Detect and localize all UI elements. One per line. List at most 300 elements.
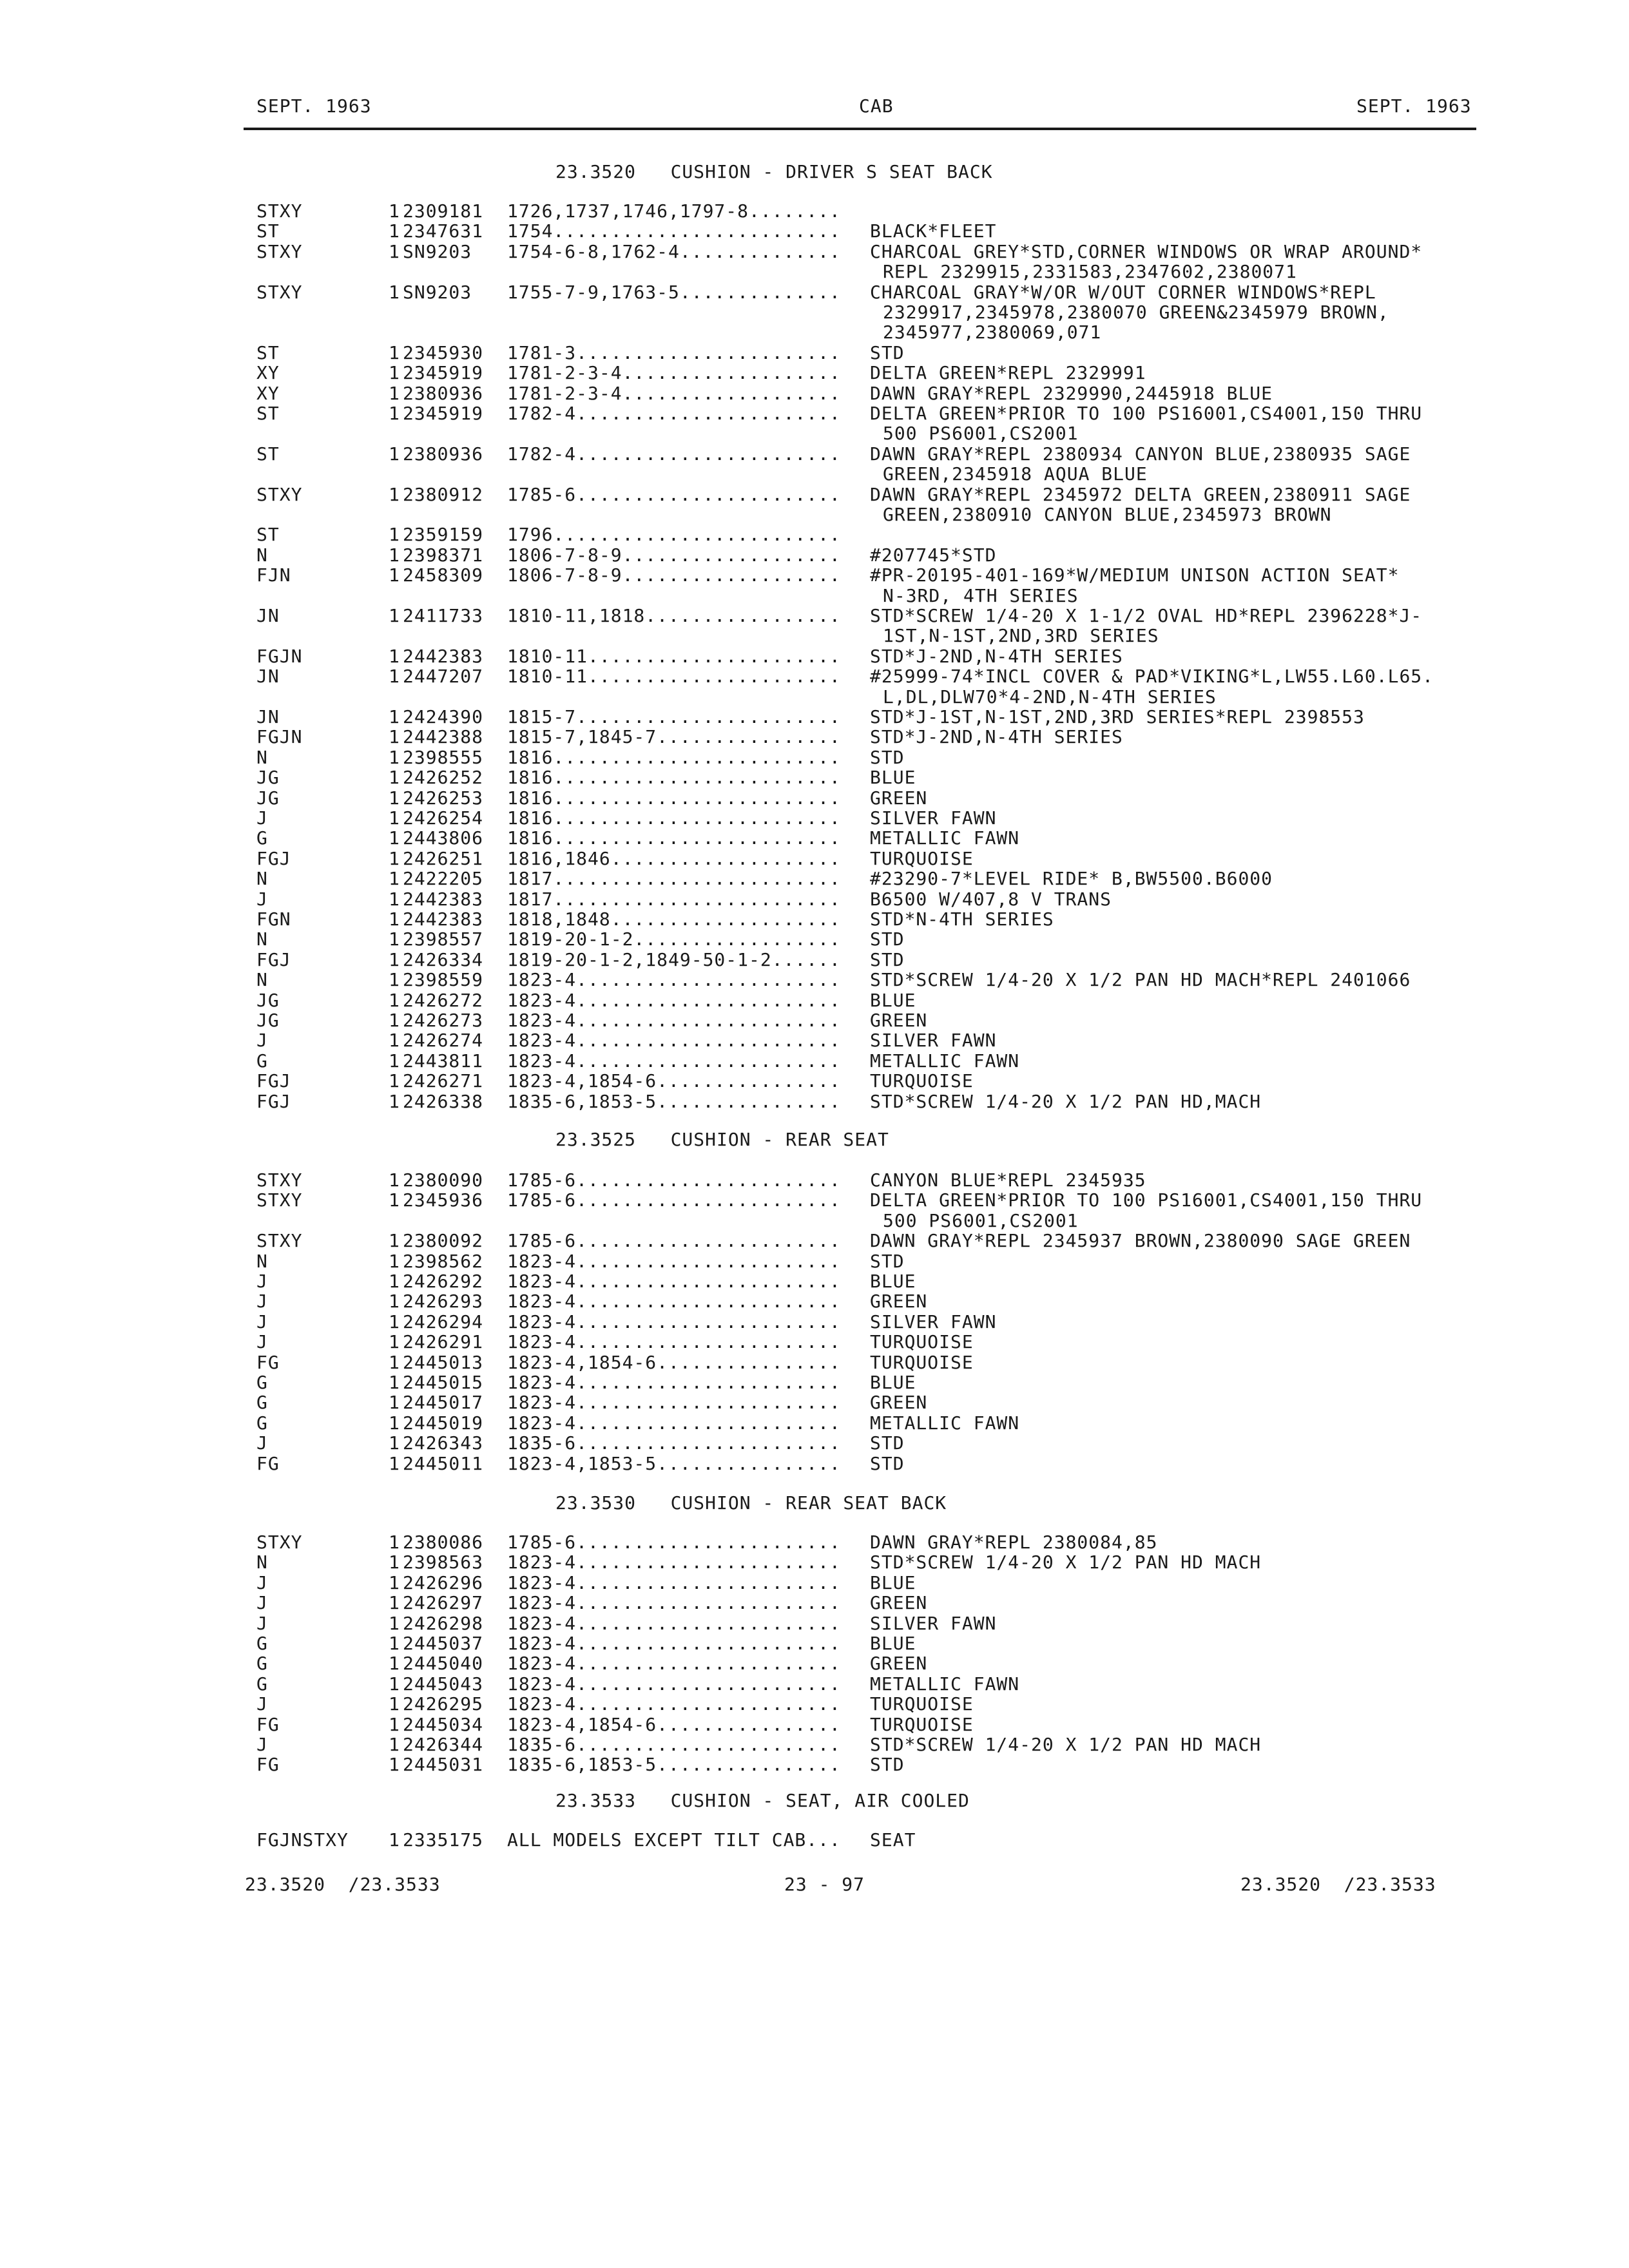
description: DELTA GREEN*REPL 2329991: [870, 362, 1146, 384]
model-code: G: [256, 1050, 268, 1072]
quantity: 1: [389, 200, 400, 222]
part-number: 2443806: [403, 827, 484, 849]
description: GREEN: [870, 1653, 928, 1675]
model-numbers: 1823-4.......................: [507, 1010, 841, 1031]
part-number: 2445034: [403, 1713, 484, 1735]
description: #207745*STD: [870, 544, 997, 566]
quantity: 1: [389, 1552, 400, 1573]
model-code: JN: [256, 706, 280, 727]
model-numbers: 1823-4,1854-6................: [507, 1351, 841, 1373]
model-code: ST: [256, 524, 280, 546]
part-number: 2380092: [403, 1230, 484, 1252]
model-code: STXY: [256, 1169, 303, 1191]
model-code: STXY: [256, 1230, 303, 1252]
model-code: FGJN: [256, 645, 303, 667]
model-code: XY: [256, 382, 280, 404]
model-numbers: 1823-4.......................: [507, 1633, 841, 1654]
quantity: 1: [389, 240, 400, 262]
model-numbers: 1835-6,1853-5................: [507, 1090, 841, 1112]
model-numbers: 1785-6.......................: [507, 1230, 841, 1252]
section-title: 23.3533 CUSHION - SEAT, AIR COOLED: [555, 1790, 970, 1811]
part-number: 2398563: [403, 1552, 484, 1573]
quantity: 1: [389, 847, 400, 869]
part-number: 2445019: [403, 1412, 484, 1434]
part-number: 2335175: [403, 1829, 484, 1850]
quantity: 1: [389, 908, 400, 930]
part-number: 2345930: [403, 341, 484, 363]
part-number: 2445040: [403, 1653, 484, 1675]
quantity: 1: [389, 1351, 400, 1373]
model-code: STXY: [256, 200, 303, 222]
description: STD: [870, 1754, 905, 1776]
part-number: 2380936: [403, 443, 484, 465]
part-number: 2380936: [403, 382, 484, 404]
part-number: 2426273: [403, 1010, 484, 1031]
part-number: 2398562: [403, 1250, 484, 1272]
model-code: N: [256, 928, 268, 950]
model-numbers: 1816.........................: [507, 787, 841, 809]
model-numbers: 1816.........................: [507, 746, 841, 768]
quantity: 1: [389, 544, 400, 566]
model-code: FJN: [256, 564, 291, 586]
description: STD*SCREW 1/4-20 X 1-1/2 OVAL HD*REPL 2396228*J-: [870, 605, 1423, 626]
model-code: J: [256, 1311, 268, 1332]
model-numbers: 1785-6.......................: [507, 1532, 841, 1553]
quantity: 1: [389, 1612, 400, 1634]
quantity: 1: [389, 787, 400, 809]
model-numbers: 1782-4.......................: [507, 443, 841, 465]
model-code: N: [256, 868, 268, 890]
description: METALLIC FAWN: [870, 827, 1020, 849]
description: METALLIC FAWN: [870, 1050, 1020, 1072]
quantity: 1: [389, 969, 400, 991]
description: BLUE: [870, 1372, 916, 1393]
model-code: ST: [256, 341, 280, 363]
part-number: 2445011: [403, 1452, 484, 1474]
model-numbers: 1835-6,1853-5................: [507, 1754, 841, 1776]
model-numbers: 1818,1848....................: [507, 908, 841, 930]
model-code: J: [256, 1291, 268, 1312]
quantity: 1: [389, 746, 400, 768]
description: DAWN GRAY*REPL 2345972 DELTA GREEN,2380911 SAGE: [870, 483, 1411, 505]
description: 500 PS6001,CS2001: [883, 1209, 1079, 1231]
description: BLUE: [870, 1271, 916, 1292]
quantity: 1: [389, 1673, 400, 1695]
model-code: ST: [256, 443, 280, 465]
part-number: 2345919: [403, 403, 484, 424]
quantity: 1: [389, 1189, 400, 1211]
model-numbers: 1823-4.......................: [507, 1291, 841, 1312]
model-numbers: 1816.........................: [507, 807, 841, 829]
description: 2329917,2345978,2380070 GREEN&2345979 BROWN,: [883, 302, 1389, 323]
quantity: 1: [389, 605, 400, 626]
quantity: 1: [389, 443, 400, 465]
part-number: 2426272: [403, 989, 484, 1011]
model-numbers: 1810-11,1818.................: [507, 605, 841, 626]
model-numbers: 1823-4.......................: [507, 1571, 841, 1593]
description: BLUE: [870, 1571, 916, 1593]
part-number: 2447207: [403, 666, 484, 687]
model-numbers: 1755-7-9,1763-5..............: [507, 281, 841, 303]
description: DAWN GRAY*REPL 2380084,85: [870, 1532, 1158, 1553]
part-number: 2380912: [403, 483, 484, 505]
model-code: G: [256, 1653, 268, 1675]
description: 500 PS6001,CS2001: [883, 423, 1079, 445]
model-code: FGJ: [256, 847, 291, 869]
description: TURQUOISE: [870, 1693, 974, 1715]
part-number: 2426292: [403, 1271, 484, 1292]
part-number: 2443811: [403, 1050, 484, 1072]
part-number: 2398555: [403, 746, 484, 768]
model-numbers: 1823-4,1854-6................: [507, 1070, 841, 1092]
description: BLUE: [870, 989, 916, 1011]
model-numbers: 1823-4.......................: [507, 1592, 841, 1614]
model-numbers: 1785-6.......................: [507, 1189, 841, 1211]
model-numbers: 1823-4.......................: [507, 1612, 841, 1634]
part-number: 2426252: [403, 767, 484, 789]
model-code: J: [256, 1693, 268, 1715]
description: GREEN: [870, 1392, 928, 1414]
model-numbers: 1817.........................: [507, 888, 841, 910]
description: 2345977,2380069,071: [883, 322, 1102, 343]
description: CANYON BLUE*REPL 2345935: [870, 1169, 1146, 1191]
model-code: J: [256, 1592, 268, 1614]
footer-range-left: 23.3520 /23.3533: [245, 1874, 441, 1895]
model-numbers: 1781-3.......................: [507, 341, 841, 363]
model-code: JG: [256, 787, 280, 809]
quantity: 1: [389, 888, 400, 910]
quantity: 1: [389, 1392, 400, 1414]
quantity: 1: [389, 1713, 400, 1735]
model-numbers: 1815-7.......................: [507, 706, 841, 727]
quantity: 1: [389, 1452, 400, 1474]
header-rule: [244, 128, 1476, 130]
model-numbers: 1823-4.......................: [507, 1673, 841, 1695]
part-number: 2426253: [403, 787, 484, 809]
model-numbers: 1781-2-3-4...................: [507, 362, 841, 384]
model-code: FGJNSTXY: [256, 1829, 349, 1850]
part-number: 2426344: [403, 1734, 484, 1755]
part-number: 2424390: [403, 706, 484, 727]
model-code: J: [256, 1432, 268, 1454]
quantity: 1: [389, 1693, 400, 1715]
part-number: 2398371: [403, 544, 484, 566]
description: SILVER FAWN: [870, 807, 997, 829]
description: STD: [870, 746, 905, 768]
model-code: J: [256, 807, 268, 829]
model-code: JG: [256, 1010, 280, 1031]
quantity: 1: [389, 564, 400, 586]
model-code: FGJ: [256, 1090, 291, 1112]
part-number: 2426334: [403, 948, 484, 970]
model-numbers: 1796.........................: [507, 524, 841, 546]
description: GREEN: [870, 1291, 928, 1312]
quantity: 1: [389, 1271, 400, 1292]
model-code: J: [256, 1612, 268, 1634]
description: STD*SCREW 1/4-20 X 1/2 PAN HD MACH: [870, 1552, 1262, 1573]
description: 1ST,N-1ST,2ND,3RD SERIES: [883, 625, 1159, 647]
part-number: 2445017: [403, 1392, 484, 1414]
quantity: 1: [389, 1754, 400, 1776]
model-code: G: [256, 1372, 268, 1393]
quantity: 1: [389, 1412, 400, 1434]
description: GREEN: [870, 1010, 928, 1031]
quantity: 1: [389, 645, 400, 667]
model-code: J: [256, 1030, 268, 1052]
quantity: 1: [389, 1571, 400, 1593]
model-code: G: [256, 1392, 268, 1414]
model-numbers: 1817.........................: [507, 868, 841, 890]
quantity: 1: [389, 807, 400, 829]
part-number: 2426293: [403, 1291, 484, 1312]
quantity: 1: [389, 1010, 400, 1031]
description: GREEN: [870, 787, 928, 809]
description: STD*SCREW 1/4-20 X 1/2 PAN HD,MACH: [870, 1090, 1262, 1112]
quantity: 1: [389, 1653, 400, 1675]
model-code: STXY: [256, 1189, 303, 1211]
part-number: 2345936: [403, 1189, 484, 1211]
quantity: 1: [389, 868, 400, 890]
model-numbers: 1754-6-8,1762-4..............: [507, 240, 841, 262]
quantity: 1: [389, 524, 400, 546]
model-numbers: 1806-7-8-9...................: [507, 544, 841, 566]
model-code: FG: [256, 1713, 280, 1735]
model-code: JN: [256, 666, 280, 687]
part-number: 2359159: [403, 524, 484, 546]
section-title: 23.3525 CUSHION - REAR SEAT: [555, 1129, 889, 1150]
page-number: 23 - 97: [784, 1874, 865, 1895]
header-date-right: SEPT. 1963: [1356, 95, 1472, 117]
description: GREEN,2380910 CANYON BLUE,2345973 BROWN: [883, 504, 1332, 525]
quantity: 1: [389, 1090, 400, 1112]
description: STD: [870, 1250, 905, 1272]
quantity: 1: [389, 928, 400, 950]
quantity: 1: [389, 706, 400, 727]
model-code: N: [256, 1250, 268, 1272]
part-number: 2426294: [403, 1311, 484, 1332]
model-code: G: [256, 1673, 268, 1695]
quantity: 1: [389, 1050, 400, 1072]
quantity: 1: [389, 1169, 400, 1191]
quantity: 1: [389, 1331, 400, 1353]
description: STD: [870, 948, 905, 970]
model-numbers: 1754.........................: [507, 220, 841, 242]
model-numbers: 1785-6.......................: [507, 1169, 841, 1191]
quantity: 1: [389, 382, 400, 404]
description: BLUE: [870, 1633, 916, 1654]
model-numbers: 1835-6.......................: [507, 1432, 841, 1454]
description: TURQUOISE: [870, 1713, 974, 1735]
description: STD: [870, 928, 905, 950]
quantity: 1: [389, 767, 400, 789]
part-number: 2458309: [403, 564, 484, 586]
header-date-left: SEPT. 1963: [256, 95, 372, 117]
part-number: 2422205: [403, 868, 484, 890]
model-code: N: [256, 1552, 268, 1573]
quantity: 1: [389, 1372, 400, 1393]
model-numbers: 1806-7-8-9...................: [507, 564, 841, 586]
part-number: 2445037: [403, 1633, 484, 1654]
model-numbers: 1810-11......................: [507, 645, 841, 667]
model-code: FGJ: [256, 1070, 291, 1092]
model-code: J: [256, 888, 268, 910]
model-numbers: 1823-4.......................: [507, 1271, 841, 1292]
part-number: 2445013: [403, 1351, 484, 1373]
quantity: 1: [389, 1432, 400, 1454]
quantity: 1: [389, 1311, 400, 1332]
model-numbers: 1823-4.......................: [507, 1412, 841, 1434]
model-code: STXY: [256, 483, 303, 505]
description: TURQUOISE: [870, 847, 974, 869]
model-numbers: 1816.........................: [507, 827, 841, 849]
model-numbers: 1819-20-1-2..................: [507, 928, 841, 950]
description: CHARCOAL GREY*STD,CORNER WINDOWS OR WRAP AROUND*: [870, 240, 1423, 262]
quantity: 1: [389, 403, 400, 424]
description: STD*J-2ND,N-4TH SERIES: [870, 726, 1123, 748]
description: STD: [870, 341, 905, 363]
model-numbers: 1823-4.......................: [507, 1030, 841, 1052]
quantity: 1: [389, 726, 400, 748]
quantity: 1: [389, 989, 400, 1011]
model-numbers: 1823-4.......................: [507, 1311, 841, 1332]
model-code: STXY: [256, 1532, 303, 1553]
part-number: 2426254: [403, 807, 484, 829]
model-code: STXY: [256, 240, 303, 262]
model-code: FG: [256, 1452, 280, 1474]
section-title: 23.3520 CUSHION - DRIVER S SEAT BACK: [555, 161, 993, 182]
part-number: 2411733: [403, 605, 484, 626]
description: B6500 W/407,8 V TRANS: [870, 888, 1112, 910]
part-number: SN9203: [403, 281, 472, 303]
quantity: 1: [389, 1070, 400, 1092]
part-number: 2442388: [403, 726, 484, 748]
description: STD*N-4TH SERIES: [870, 908, 1054, 930]
model-numbers: 1823-4.......................: [507, 1392, 841, 1414]
part-number: 2445015: [403, 1372, 484, 1393]
quantity: 1: [389, 1532, 400, 1553]
model-numbers: 1823-4.......................: [507, 1331, 841, 1353]
part-number: 2426274: [403, 1030, 484, 1052]
quantity: 1: [389, 281, 400, 303]
model-code: G: [256, 1412, 268, 1434]
description: STD: [870, 1432, 905, 1454]
part-number: 2345919: [403, 362, 484, 384]
quantity: 1: [389, 1829, 400, 1850]
quantity: 1: [389, 1592, 400, 1614]
quantity: 1: [389, 1250, 400, 1272]
description: SILVER FAWN: [870, 1612, 997, 1634]
description: BLACK*FLEET: [870, 220, 997, 242]
model-code: J: [256, 1571, 268, 1593]
model-code: J: [256, 1331, 268, 1353]
model-code: N: [256, 544, 268, 566]
description: DELTA GREEN*PRIOR TO 100 PS16001,CS4001,150 THRU: [870, 403, 1423, 424]
part-number: 2426338: [403, 1090, 484, 1112]
quantity: 1: [389, 1633, 400, 1654]
quantity: 1: [389, 1030, 400, 1052]
quantity: 1: [389, 1734, 400, 1755]
description: STD*SCREW 1/4-20 X 1/2 PAN HD MACH: [870, 1734, 1262, 1755]
part-number: 2380086: [403, 1532, 484, 1553]
model-numbers: 1726,1737,1746,1797-8........: [507, 200, 841, 222]
model-code: N: [256, 969, 268, 991]
model-code: STXY: [256, 281, 303, 303]
quantity: 1: [389, 220, 400, 242]
description: STD: [870, 1452, 905, 1474]
model-numbers: 1823-4.......................: [507, 1693, 841, 1715]
model-numbers: 1823-4,1854-6................: [507, 1713, 841, 1735]
quantity: 1: [389, 1230, 400, 1252]
description: CHARCOAL GRAY*W/OR W/OUT CORNER WINDOWS*REPL: [870, 281, 1376, 303]
description: METALLIC FAWN: [870, 1673, 1020, 1695]
model-code: XY: [256, 362, 280, 384]
model-numbers: 1819-20-1-2,1849-50-1-2......: [507, 948, 841, 970]
model-numbers: 1823-4.......................: [507, 1653, 841, 1675]
model-code: FGJN: [256, 726, 303, 748]
description: #25999-74*INCL COVER & PAD*VIKING*L,LW55.L60.L65.: [870, 666, 1434, 687]
part-number: 2426297: [403, 1592, 484, 1614]
model-numbers: 1816,1846....................: [507, 847, 841, 869]
description: STD*J-2ND,N-4TH SERIES: [870, 645, 1123, 667]
quantity: 1: [389, 341, 400, 363]
description: GREEN,2345918 AQUA BLUE: [883, 463, 1148, 485]
description: #23290-7*LEVEL RIDE* B,BW5500.B6000: [870, 868, 1273, 890]
model-numbers: 1823-4.......................: [507, 969, 841, 991]
description: DAWN GRAY*REPL 2345937 BROWN,2380090 SAGE GREEN: [870, 1230, 1411, 1252]
model-code: N: [256, 746, 268, 768]
section-title: 23.3530 CUSHION - REAR SEAT BACK: [555, 1492, 947, 1514]
part-number: 2347631: [403, 220, 484, 242]
part-number: 2445043: [403, 1673, 484, 1695]
description: SILVER FAWN: [870, 1030, 997, 1052]
part-number: 2426251: [403, 847, 484, 869]
model-numbers: 1785-6.......................: [507, 483, 841, 505]
quantity: 1: [389, 827, 400, 849]
footer-range-right: 23.3520 /23.3533: [1240, 1874, 1436, 1895]
model-numbers: 1835-6.......................: [507, 1734, 841, 1755]
part-number: 2426298: [403, 1612, 484, 1634]
part-number: 2398559: [403, 969, 484, 991]
part-number: 2442383: [403, 888, 484, 910]
model-numbers: 1823-4,1853-5................: [507, 1452, 841, 1474]
description: SILVER FAWN: [870, 1311, 997, 1332]
part-number: 2426343: [403, 1432, 484, 1454]
model-numbers: 1782-4.......................: [507, 403, 841, 424]
model-code: FGN: [256, 908, 291, 930]
model-numbers: ALL MODELS EXCEPT TILT CAB...: [507, 1829, 841, 1850]
quantity: 1: [389, 362, 400, 384]
model-numbers: 1823-4.......................: [507, 1250, 841, 1272]
part-number: 2426291: [403, 1331, 484, 1353]
model-code: FGJ: [256, 948, 291, 970]
model-numbers: 1810-11......................: [507, 666, 841, 687]
part-number: 2309181: [403, 200, 484, 222]
model-numbers: 1823-4.......................: [507, 1050, 841, 1072]
description: TURQUOISE: [870, 1331, 974, 1353]
quantity: 1: [389, 666, 400, 687]
part-number: 2426295: [403, 1693, 484, 1715]
model-numbers: 1816.........................: [507, 767, 841, 789]
description: STD*J-1ST,N-1ST,2ND,3RD SERIES*REPL 2398553: [870, 706, 1365, 727]
header-section: CAB: [859, 95, 894, 117]
model-numbers: 1823-4.......................: [507, 989, 841, 1011]
part-number: 2426271: [403, 1070, 484, 1092]
part-number: 2442383: [403, 645, 484, 667]
model-code: JN: [256, 605, 280, 626]
model-code: JG: [256, 767, 280, 789]
model-code: ST: [256, 403, 280, 424]
description: #PR-20195-401-169*W/MEDIUM UNISON ACTION SEAT*: [870, 564, 1400, 586]
